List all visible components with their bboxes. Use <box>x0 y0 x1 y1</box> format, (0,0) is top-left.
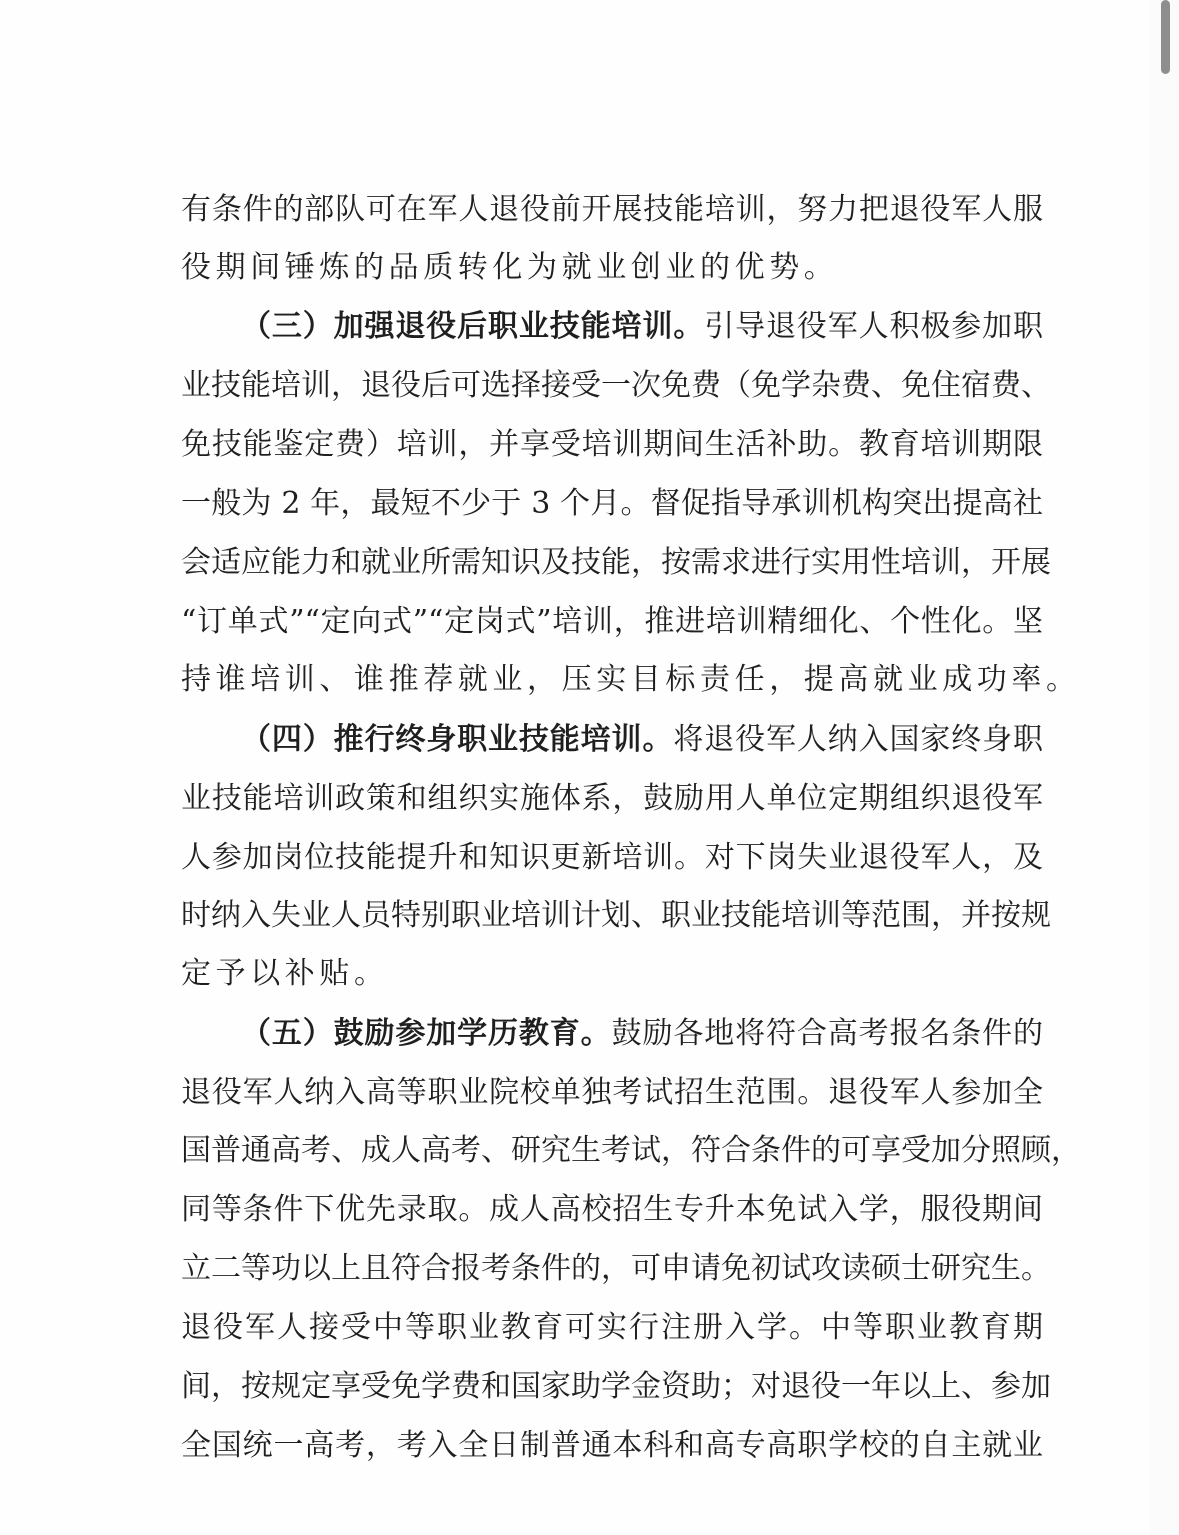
section-4-heading: （四）推行终身职业技能培训。 <box>241 722 674 757</box>
text-line: 全国统一高考，考入全日制普通本科和高专高职学校的自主就业 <box>181 1428 1043 1463</box>
text-fragment: 鼓励各地将符合高考报名条件的 <box>611 1016 1044 1051</box>
text-line: 国普通高考、成人高考、研究生考试，符合条件的可享受加分照顾， <box>181 1133 1081 1168</box>
section-3-line <box>241 307 1043 347</box>
scrollbar-thumb[interactable] <box>1161 0 1170 74</box>
text-line: 有条件的部队可在军人退役前开展技能培训，努力把退役军人服 <box>181 192 1043 227</box>
text-line: 时纳入失业人员特别职业培训计划、职业技能培训等范围，并按规 <box>181 898 1051 933</box>
section-5-heading: （五）鼓励参加学历教育。 <box>241 1016 612 1051</box>
section-5-line <box>241 1014 1043 1054</box>
text-line: 业技能培训，退役后可选择接受一次免费（免学杂费、免住宿费、 <box>181 368 1051 403</box>
text-line: 退役军人接受中等职业教育可实行注册入学。中等职业教育期 <box>181 1310 1043 1345</box>
text-line: 会适应能力和就业所需知识及技能，按需求进行实用性培训，开展 <box>181 545 1051 580</box>
vertical-scrollbar[interactable] <box>1150 0 1179 1535</box>
text-line: 退役军人纳入高等职业院校单独考试招生范围。退役军人参加全 <box>181 1075 1043 1110</box>
text-line: 持谁培训、谁推荐就业，压实目标责任，提高就业成功率。 <box>181 662 1081 697</box>
text-line: “订单式”“定向式”“定岗式”培训，推进培训精细化、个性化。坚 <box>181 604 1043 639</box>
section-4-line <box>241 720 1043 760</box>
text-line: 人参加岗位技能提升和知识更新培训。对下岗失业退役军人，及 <box>181 840 1043 875</box>
section-3-heading: （三）加强退役后职业技能培训。 <box>241 309 705 344</box>
text-line: 一般为 2 年，最短不少于 3 个月。督促指导承训机构突出提高社 <box>181 486 1043 521</box>
text-line: 同等条件下优先录取。成人高校招生专升本免试入学，服役期间 <box>181 1192 1043 1227</box>
text-line: 免技能鉴定费）培训，并享受培训期间生活补助。教育培训期限 <box>181 427 1043 462</box>
text-fragment: 引导退役军人积极参加职 <box>704 309 1044 344</box>
text-fragment: 将退役军人纳入国家终身职 <box>673 722 1044 757</box>
text-line: 役期间锤炼的品质转化为就业创业的优势。 <box>181 250 839 285</box>
text-line: 间，按规定享受免学费和国家助学金资助；对退役一年以上、参加 <box>181 1369 1051 1404</box>
text-line: 定予以补贴。 <box>181 956 389 991</box>
text-line: 业技能培训政策和组织实施体系，鼓励用人单位定期组织退役军 <box>181 781 1043 816</box>
text-line: 立二等功以上且符合报考条件的，可申请免初试攻读硕士研究生。 <box>181 1251 1051 1286</box>
